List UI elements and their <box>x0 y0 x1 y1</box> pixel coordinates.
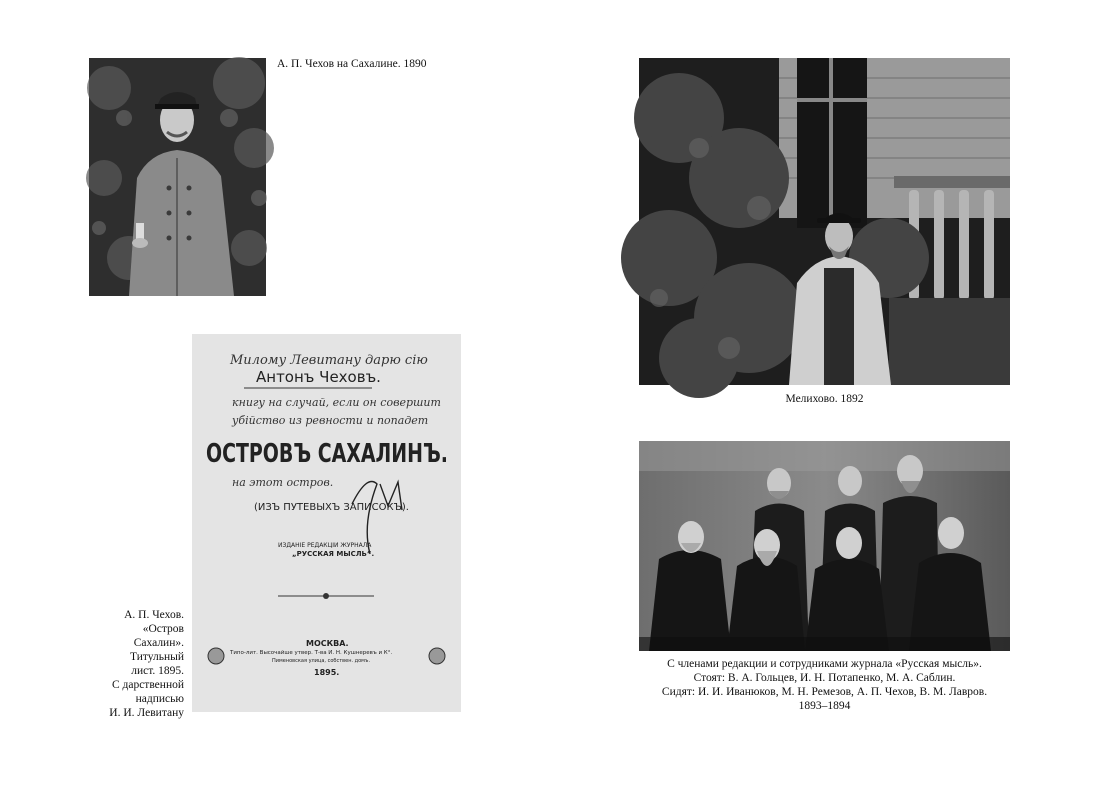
caption-title-page-line: Титульный <box>129 651 184 663</box>
inscription-line-2: книгу на случай, если он совершит <box>232 396 441 409</box>
caption-title-page-line: А. П. Чехов. <box>124 609 184 621</box>
photo-chekhov-sakhalin <box>89 58 266 296</box>
printer-seal-right-icon <box>429 648 445 664</box>
caption-title-page <box>92 608 184 720</box>
caption-group-line: С членами редакции и сотрудниками журнала «Русская мысль». <box>667 658 982 670</box>
caption-group <box>639 657 1010 713</box>
title-page-edition-1: ИЗДАНІЕ РЕДАКЦІИ ЖУРНАЛА <box>278 542 372 549</box>
photo-russkaya-mysl-group <box>639 441 1010 651</box>
title-page-printer-1: Типо-лит. Высочайше утвер. Т-ва И. Н. Кушнеревъ и К°. <box>230 650 393 656</box>
inscription-line-3: убійство из ревности и попадет <box>232 414 429 427</box>
caption-title-page-line: И. И. Левитану <box>109 707 184 719</box>
caption-chekhov-sakhalin: А. П. Чехов на Сахалине. 1890 <box>277 58 427 70</box>
photo-melikhovo-image <box>639 58 1010 385</box>
caption-title-page-line: Сахалин». <box>133 637 184 649</box>
title-page-subtitle: (ИЗЪ ПУТЕВЫХЪ ЗАПИСОКЪ). <box>254 502 409 513</box>
caption-group-line: Сидят: И. И. Иванюков, М. Н. Ремезов, А. П. Чехов, В. М. Лавров. <box>661 686 988 698</box>
inscription-line-1: Милому Левитану дарю сію <box>230 353 428 368</box>
title-page-author: Антонъ Чеховъ. <box>256 368 381 386</box>
caption-title-page-line: надписью <box>135 693 184 705</box>
title-page-edition-2: „РУССКАЯ МЫСЛЬ“. <box>292 550 375 558</box>
photo-group-image <box>639 441 1010 651</box>
printer-seal-left-icon <box>208 648 224 664</box>
caption-melikhovo: Мелихово. 1892 <box>785 393 864 405</box>
title-page-printer-2: Пименовская улица, собствен. домъ. <box>272 658 371 664</box>
title-page-city: МОСКВА. <box>306 639 349 648</box>
caption-title-page-line: С дарственной <box>111 679 184 691</box>
title-page-image <box>192 334 461 712</box>
caption-group-line: Стоят: В. А. Гольцев, И. Н. Потапенко, М. А. Саблин. <box>693 672 956 684</box>
title-page-year: 1895. <box>314 668 340 677</box>
title-page-title: ОСТРОВЪ САХАЛИНЪ. <box>206 439 448 469</box>
title-page-svg <box>192 334 461 712</box>
caption-title-page-line: лист. 1895. <box>131 665 184 677</box>
photo-chekhov-sakhalin-image <box>89 58 266 296</box>
caption-group-line: 1893–1894 <box>798 700 851 712</box>
inscription-line-4: на этот остров. <box>232 476 334 489</box>
photo-melikhovo <box>639 58 1010 385</box>
caption-title-page-line: «Остров <box>142 623 184 635</box>
